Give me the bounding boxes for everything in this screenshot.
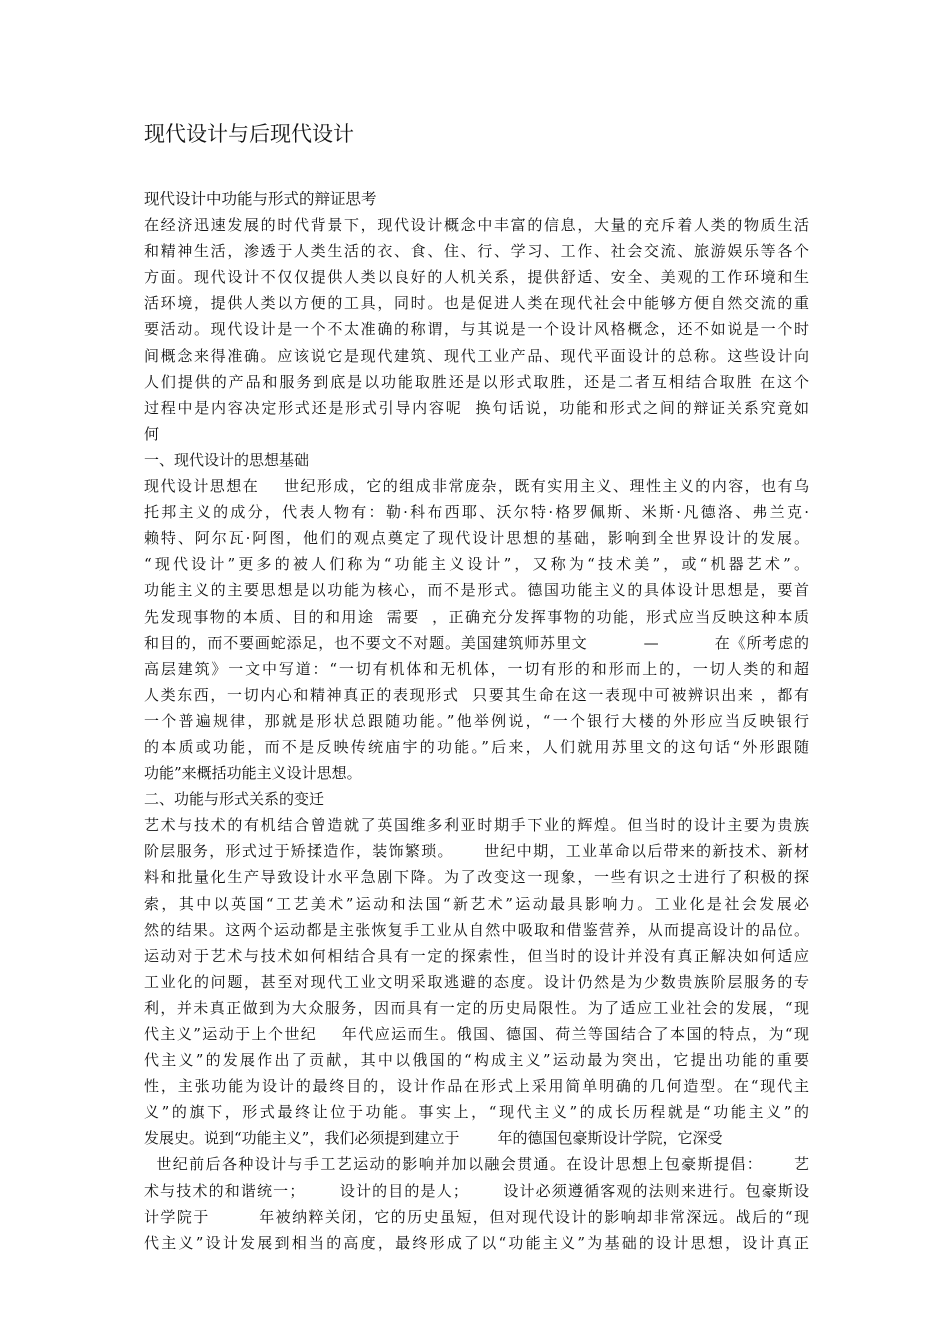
paragraph-line: 现代设计思想在 世纪形成，它的组成非常庞杂，既有实用主义、理性主义的内容，也有乌	[144, 477, 809, 496]
paragraph-line: 和精神生活，渗透于人类生活的衣、食、住、行、学习、工作、社会交流、旅游娱乐等各个	[144, 242, 809, 261]
paragraph-line: 间概念来得准确。应该说它是现代建筑、现代工业产品、现代平面设计的总称。这些设计向	[144, 346, 809, 365]
paragraph-line: 义”的旗下，形式最终让位于功能。事实上，“现代主义”的成长历程就是“功能主义”的	[144, 1103, 809, 1122]
paragraph-line: 利，并未真正做到为大众服务，因而具有一定的历史局限性。为了适应工业社会的发展，“现	[144, 998, 809, 1017]
section-heading: 一、现代设计的思想基础	[144, 450, 310, 469]
paragraph-line: 先发现事物的本质、目的和用途 需要 ，正确充分发挥事物的功能，形式应当反映这种本质	[144, 607, 809, 626]
paragraph-line: 术与技术的和谐统一； 设计的目的是人； 设计必须遵循客观的法则来进行。包豪斯设	[144, 1181, 809, 1200]
paragraph-line: 和目的，而不要画蛇添足，也不要文不对题。美国建筑师苏里文 — 在《所考虑的	[144, 633, 809, 652]
paragraph-line: 何	[144, 424, 160, 443]
paragraph-line: 活环境，提供人类以方便的工具，同时。也是促进人类在现代社会中能够方便自然交流的重	[144, 294, 809, 313]
paragraph-line: 艺术与技术的有机结合曾造就了英国维多利亚时期手下业的辉煌。但当时的设计主要为贵族	[144, 816, 809, 835]
paragraph-line: 料和批量化生产导致设计水平急剧下降。为了改变这一现象，一些有识之士进行了积极的探	[144, 868, 809, 887]
paragraph-line: 一个普遍规律，那就是形状总跟随功能。”他举例说，“一个银行大楼的外形应当反映银行	[144, 711, 809, 730]
paragraph-line: 要活动。现代设计是一个不太准确的称谓，与其说是一个设计风格概念，还不如说是一个时	[144, 320, 809, 339]
paragraph-line: 过程中是内容决定形式还是形式引导内容呢 换句话说，功能和形式之间的辩证关系究竟如	[144, 398, 809, 417]
paragraph-line: 功能”来概括功能主义设计思想。	[144, 764, 362, 783]
paragraph-line: 世纪前后各种设计与手工艺运动的影响并加以融会贯通。在设计思想上包豪斯提倡： 艺	[144, 1155, 809, 1174]
paragraph-line: 功能主义的主要思想是以功能为核心，而不是形式。德国功能主义的具体设计思想是，要首	[144, 581, 809, 600]
section-heading: 二、功能与形式关系的变迁	[144, 790, 325, 809]
paragraph-line: 代主义”运动于上个世纪 年代应运而生。俄国、德国、荷兰等国结合了本国的特点，为“现	[144, 1025, 809, 1043]
paragraph-line: 发展史。说到“功能主义”，我们必须提到建立于 年的德国包豪斯设计学院，它深受	[144, 1129, 723, 1148]
paragraph-line: 的本质或功能，而不是反映传统庙宇的功能。”后来，人们就用苏里文的这句话“外形跟随	[144, 737, 809, 756]
section-subtitle: 现代设计中功能与形式的辩证思考	[144, 190, 377, 208]
paragraph-line: 赖特、阿尔瓦·阿图，他们的观点奠定了现代设计思想的基础，影响到全世界设计的发展。	[144, 529, 809, 548]
paragraph-line: 高层建筑》一文中写道：“一切有机体和无机体，一切有形的和形而上的，一切人类的和超	[144, 659, 809, 678]
paragraph-line: 代主义”的发展作出了贡献，其中以俄国的“构成主义”运动最为突出，它提出功能的重要	[144, 1051, 809, 1070]
paragraph-line: 索，其中以英国“工艺美术”运动和法国“新艺术”运动最具影响力。工业化是社会发展必	[144, 894, 809, 913]
paragraph-line: 在经济迅速发展的时代背景下，现代设计概念中丰富的信息，大量的充斥着人类的物质生活	[144, 216, 809, 235]
paragraph-line: “现代设计”更多的被人们称为“功能主义设计”，又称为“技术美”，或“机器艺术”。	[144, 555, 809, 574]
paragraph-line: 方面。现代设计不仅仅提供人类以良好的人机关系，提供舒适、安全、美观的工作环境和生	[144, 268, 809, 287]
paragraph-line: 代主义”设计发展到相当的高度，最终形成了以“功能主义”为基础的设计思想，设计真正	[144, 1233, 809, 1252]
document-body	[144, 186, 809, 1256]
paragraph-line: 托邦主义的成分，代表人物有：勒·科布西耶、沃尔特·格罗佩斯、米斯·凡德洛、弗兰克·	[144, 503, 809, 522]
document-title: 现代设计与后现代设计	[144, 122, 354, 146]
paragraph-line: 人们提供的产品和服务到底是以功能取胜还是以形式取胜，还是二者互相结合取胜 在这个	[144, 372, 809, 391]
paragraph-line: 计学院于 年被纳粹关闭，它的历史虽短，但对现代设计的影响却非常深远。战后的“现	[144, 1207, 809, 1226]
paragraph-line: 工业化的问题，甚至对现代工业文明采取逃避的态度。设计仍然是为少数贵族阶层服务的专	[144, 972, 809, 991]
paragraph-line: 阶层服务，形式过于矫揉造作，装饰繁琐。 世纪中期，工业革命以后带来的新技术、新材	[144, 842, 809, 861]
paragraph-line: 性，主张功能为设计的最终目的，设计作品在形式上采用简单明确的几何造型。在“现代主	[144, 1077, 809, 1096]
paragraph-line: 人类东西，一切内心和精神真正的表现形式 只要其生命在这一表现中可被辨识出来 ，都有	[144, 685, 809, 704]
paragraph-line: 运动对于艺术与技术如何相结合具有一定的探索性，但当时的设计并没有真正解决如何适应	[144, 946, 809, 965]
paragraph-line: 然的结果。这两个运动都是主张恢复手工业从自然中吸取和借鉴营养，从而提高设计的品位。	[144, 920, 809, 939]
